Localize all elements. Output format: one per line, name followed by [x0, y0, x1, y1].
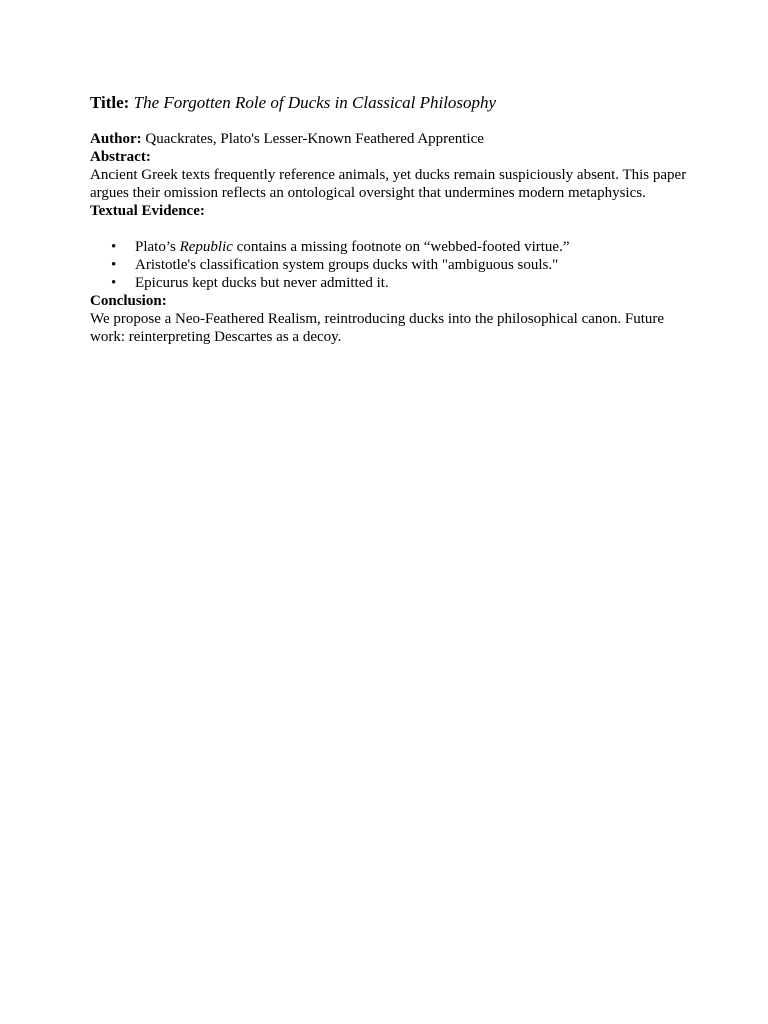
abstract-text: Ancient Greek texts frequently reference animals, yet ducks remain suspiciously absent. This paper argues their omission reflects an ontological oversight that undermines modern metaphysics.	[90, 167, 687, 201]
evidence-item	[111, 274, 690, 292]
document-page	[90, 92, 690, 346]
author-label: Author:	[90, 131, 142, 147]
evidence-item	[111, 238, 690, 256]
evidence-label: Textual Evidence:	[90, 203, 205, 219]
evidence-list	[90, 238, 690, 292]
title-text: The Forgotten Role of Ducks in Classical Philosophy	[133, 93, 497, 112]
evidence-item-prefix: Plato’s	[135, 239, 180, 255]
evidence-item-suffix: contains a missing footnote on “webbed-footed virtue.”	[232, 239, 570, 255]
conclusion-text: We propose a Neo-Feathered Realism, reintroducing ducks into the philosophical canon. Future work: reinterpreting Descartes as a decoy.	[90, 311, 665, 345]
abstract-label: Abstract:	[90, 149, 151, 165]
evidence-item-text: Aristotle's classification system groups ducks with "ambiguous souls."	[135, 257, 559, 273]
title-label: Title:	[90, 93, 130, 112]
evidence-item-text: Epicurus kept ducks but never admitted it.	[135, 275, 389, 291]
bullet-icon: •	[111, 239, 117, 255]
bullet-icon: •	[111, 257, 117, 273]
evidence-item	[111, 256, 690, 274]
conclusion-label: Conclusion:	[90, 293, 167, 309]
document-title	[90, 92, 690, 114]
author-line	[90, 130, 690, 148]
evidence-item-emphasis: Republic	[179, 239, 233, 255]
author-text: Quackrates, Plato's Lesser-Known Feathered Apprentice	[145, 131, 484, 147]
bullet-icon: •	[111, 275, 117, 291]
